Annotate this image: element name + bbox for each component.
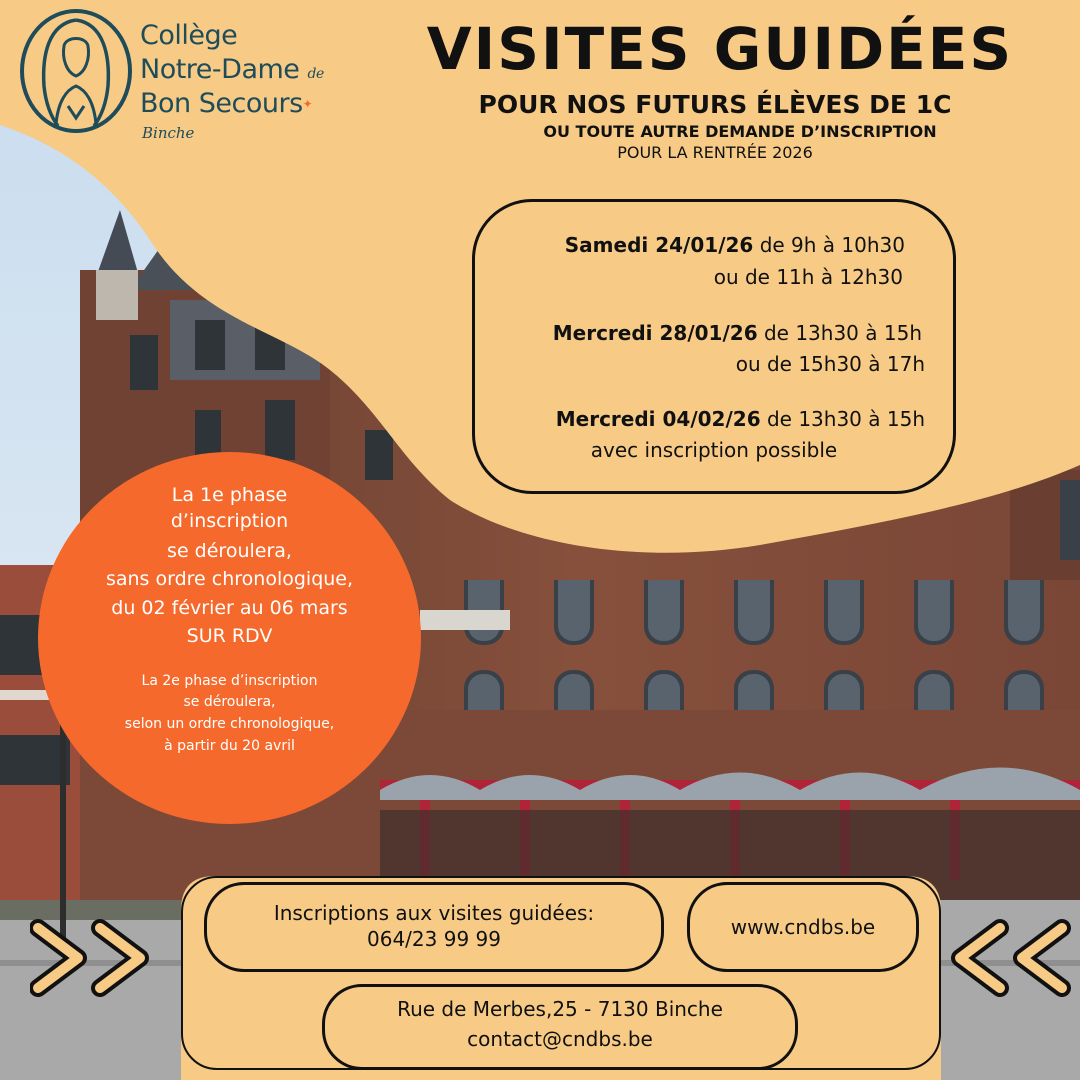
phase1-line: se déroulera, [167, 540, 292, 562]
website-pill [687, 882, 919, 972]
address: Rue de Merbes,25 - 7130 Binche [397, 997, 723, 1021]
phase2-line: La 2e phase d’inscription [141, 673, 318, 689]
subtitle-year: POUR LA RENTRÉE 2026 [617, 143, 813, 162]
logo-city: Binche [142, 124, 195, 142]
website-link[interactable]: www.cndbs.be [730, 915, 876, 939]
email-link[interactable]: contact@cndbs.be [467, 1027, 653, 1051]
phase2-line: se déroulera, [183, 694, 276, 710]
schedule-time: de 9h à 10h30 [759, 233, 905, 257]
schedule-extra: ou de 15h30 à 17h [735, 352, 925, 376]
chevron-left-icon [940, 918, 1080, 998]
logo-line-3-main: Bon Secours [140, 88, 303, 119]
logo-line-2-main: Notre-Dame [140, 54, 300, 85]
chevron-right-icon [30, 918, 170, 998]
subtitle: POUR NOS FUTURS ÉLÈVES DE 1C [478, 90, 952, 119]
logo-line-1: Collège [140, 20, 238, 51]
logo-line-3 [140, 88, 312, 120]
logo-line-2-suffix: de [307, 66, 324, 82]
phase2-line: à partir du 20 avril [164, 738, 295, 754]
star-icon: ✦ [302, 97, 313, 111]
logo-line-2 [140, 54, 324, 90]
schedule-extra: ou de 11h à 12h30 [713, 265, 903, 289]
madonna-portrait-icon [18, 6, 136, 136]
schedule-day: Samedi 24/01/26 [564, 233, 754, 257]
phase2-line: selon un ordre chronologique, [124, 716, 335, 732]
phase1-line: SUR RDV [186, 625, 273, 647]
phase1-line: La 1e phase [171, 484, 288, 506]
schedule-day: Mercredi 04/02/26 [555, 407, 761, 431]
schedule-line [553, 321, 922, 345]
registration-phone-pill [204, 882, 664, 972]
schedule-day: Mercredi 28/01/26 [552, 321, 758, 345]
phase1-line: du 02 février au 06 mars [111, 597, 348, 619]
schedule-extra: avec inscription possible [590, 438, 838, 462]
schedule-box [472, 199, 956, 494]
schedule-line [556, 407, 925, 431]
subtitle-secondary: OU TOUTE AUTRE DEMANDE D’INSCRIPTION [543, 122, 937, 141]
page-title: VISITES GUIDÉES [426, 15, 1014, 83]
college-logo [18, 6, 348, 146]
phase1-line: d’inscription [170, 510, 289, 532]
registration-label: Inscriptions aux visites guidées: [273, 901, 595, 925]
schedule-time: de 13h30 à 15h [763, 321, 922, 345]
schedule-time: de 13h30 à 15h [766, 407, 925, 431]
phase1-line: sans ordre chronologique, [105, 568, 354, 590]
registration-phases-circle [38, 452, 421, 824]
schedule-line [565, 233, 905, 257]
address-pill [322, 984, 798, 1070]
registration-phone[interactable]: 064/23 99 99 [367, 927, 501, 951]
